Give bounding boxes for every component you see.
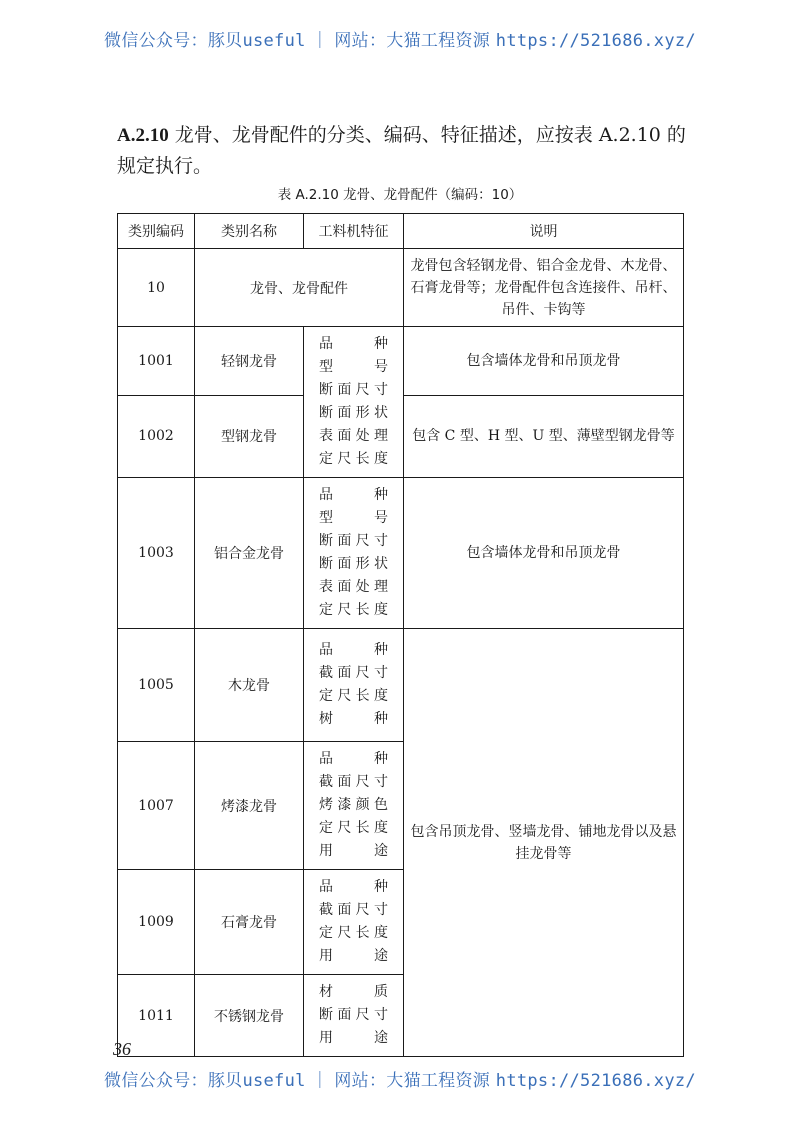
clause-number: A.2.10: [117, 125, 169, 146]
feature-line: 型号: [319, 510, 388, 526]
cell-name: 不锈钢龙骨: [195, 975, 304, 1057]
cell-code: 1011: [118, 975, 195, 1057]
cell-features: [304, 478, 404, 629]
cell-name: 铝合金龙骨: [195, 478, 304, 629]
feature-line: 用途: [319, 948, 388, 964]
cell-code: 1001: [118, 327, 195, 396]
feature-line: 材质: [319, 984, 388, 1000]
cell-code: 1003: [118, 478, 195, 629]
feature-line: 烤漆颜色: [319, 797, 388, 813]
table-header-row: [118, 214, 684, 249]
feature-line: 表面处理: [319, 428, 388, 444]
header-code: 类别编码: [118, 214, 195, 249]
table-row: [118, 327, 684, 396]
header-name: 类别名称: [195, 214, 304, 249]
watermark-site-label: 网站：大猫工程资源: [334, 1071, 496, 1091]
cell-description: 包含吊顶龙骨、竖墙龙骨、铺地龙骨以及悬挂龙骨等: [404, 629, 684, 1057]
feature-line: 截面尺寸: [319, 665, 388, 681]
cell-features: [304, 975, 404, 1057]
feature-line: 树种: [319, 711, 388, 727]
table-row: [118, 478, 684, 629]
page-number: 36: [113, 1039, 131, 1059]
header-features: 工料机特征: [304, 214, 404, 249]
watermark-separator: ｜: [305, 1071, 335, 1091]
watermark-prefix: 微信公众号：豚贝: [104, 31, 243, 51]
cell-features: [304, 742, 404, 870]
cell-description: 包含墙体龙骨和吊顶龙骨: [404, 478, 684, 629]
watermark-banner-bottom: [0, 1066, 800, 1091]
feature-line: 断面尺寸: [319, 1007, 388, 1023]
feature-line: 定尺长度: [319, 820, 388, 836]
feature-line: 品种: [319, 751, 388, 767]
cell-code: 1009: [118, 870, 195, 975]
feature-line: 用途: [319, 1030, 388, 1046]
cell-description: 龙骨包含轻钢龙骨、铝合金龙骨、木龙骨、石膏龙骨等；龙骨配件包含连接件、吊杆、吊件、卡钩等: [404, 249, 684, 327]
cell-description: 包含 C 型、H 型、U 型、薄壁型钢龙骨等: [404, 395, 684, 477]
table-row: [118, 629, 684, 742]
cell-code: 1002: [118, 395, 195, 477]
feature-line: 断面尺寸: [319, 533, 388, 549]
table-row: [118, 249, 684, 327]
cell-description: 包含墙体龙骨和吊顶龙骨: [404, 327, 684, 396]
watermark-prefix: 微信公众号：豚贝: [104, 1071, 243, 1091]
feature-line: 品种: [319, 487, 388, 503]
watermark-site-label: 网站：大猫工程资源: [334, 31, 496, 51]
intro-text: 龙骨、龙骨配件的分类、编码、特征描述，应按表 A.2.10 的规定执行。: [117, 124, 686, 177]
cell-features: [304, 629, 404, 742]
cell-name: 木龙骨: [195, 629, 304, 742]
feature-line: 定尺长度: [319, 688, 388, 704]
feature-line: 截面尺寸: [319, 774, 388, 790]
watermark-brand: useful: [242, 31, 306, 51]
cell-code: 1005: [118, 629, 195, 742]
cell-features: [304, 327, 404, 478]
feature-line: 定尺长度: [319, 451, 388, 467]
feature-line: 截面尺寸: [319, 902, 388, 918]
cell-code: 10: [118, 249, 195, 327]
header-description: 说明: [404, 214, 684, 249]
feature-line: 表面处理: [319, 579, 388, 595]
cell-name: 龙骨、龙骨配件: [195, 249, 404, 327]
watermark-brand: useful: [242, 1071, 306, 1091]
feature-line: 品种: [319, 879, 388, 895]
cell-name: 烤漆龙骨: [195, 742, 304, 870]
watermark-url: https://521686.xyz/: [495, 31, 696, 51]
watermark-banner-top: [0, 26, 800, 51]
watermark-url: https://521686.xyz/: [495, 1071, 696, 1091]
cell-code: 1007: [118, 742, 195, 870]
feature-line: 断面形状: [319, 405, 388, 421]
table-title: 表 A.2.10 龙骨、龙骨配件（编码：10）: [277, 187, 523, 203]
feature-line: 定尺长度: [319, 925, 388, 941]
feature-line: 用途: [319, 843, 388, 859]
classification-table: [117, 213, 684, 1057]
feature-line: 断面形状: [319, 556, 388, 572]
feature-line: 品种: [319, 642, 388, 658]
cell-name: 型钢龙骨: [195, 395, 304, 477]
feature-line: 型号: [319, 359, 388, 375]
feature-line: 定尺长度: [319, 602, 388, 618]
cell-features: [304, 870, 404, 975]
cell-name: 石膏龙骨: [195, 870, 304, 975]
intro-paragraph: [117, 120, 692, 181]
cell-name: 轻钢龙骨: [195, 327, 304, 396]
feature-line: 断面尺寸: [319, 382, 388, 398]
watermark-separator: ｜: [305, 31, 335, 51]
feature-line: 品种: [319, 336, 388, 352]
